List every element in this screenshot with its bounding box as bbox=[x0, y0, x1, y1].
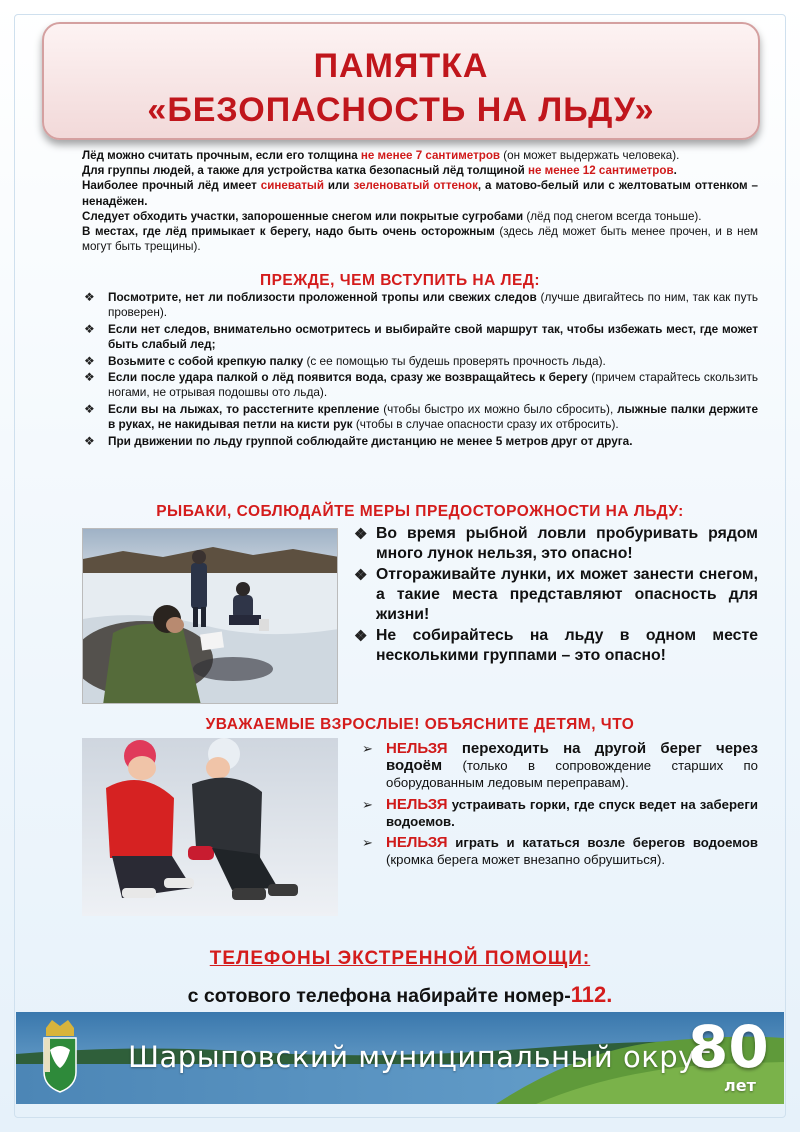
intro-text: Наиболее прочный лёд имеет bbox=[82, 179, 261, 193]
title-box bbox=[42, 22, 760, 140]
item-text: (чтобы в случае опасности сразу их отбросить). bbox=[352, 417, 619, 432]
phones-title-text: ТЕЛЕФОНЫ ЭКСТРЕННОЙ ПОМОЩИ: bbox=[209, 948, 591, 969]
intro-text: Лёд можно считать прочным, если его толщина bbox=[82, 149, 361, 162]
coat-of-arms-icon bbox=[40, 1020, 80, 1094]
item-bold: Посмотрите, нет ли поблизости проложенной тропы или свежих следов bbox=[108, 290, 537, 304]
intro-paragraph bbox=[82, 178, 758, 208]
list-item bbox=[82, 402, 758, 433]
item-bold: Если после удара палкой о лёд появится вода, сразу же возвращайтесь к берегу bbox=[108, 370, 588, 385]
intro-text: , а матово-белый или с желтоватым оттенком – ненадёжен. bbox=[82, 179, 758, 208]
intro-section bbox=[82, 148, 758, 254]
list-item bbox=[82, 370, 758, 401]
fishers-photo-illustration bbox=[83, 529, 338, 704]
intro-text: Для группы людей, а также для устройства катка безопасный лёд толщиной bbox=[82, 164, 528, 178]
before-heading: ПРЕЖДЕ, ЧЕМ ВСТУПИТЬ НА ЛЕД: bbox=[259, 272, 541, 289]
item-text: (только в сопровождение старших по оборудованным ледовым переправам). bbox=[386, 758, 758, 791]
diamond-bullet-icon: ❖ bbox=[84, 353, 95, 368]
title-line-1: ПАМЯТКА bbox=[313, 47, 489, 85]
item-text: Не собирайтесь на льду в одном месте несколькими группами – это опасно! bbox=[376, 627, 758, 664]
diamond-bullet-icon: ❖ bbox=[354, 526, 368, 543]
footer-banner bbox=[16, 1012, 784, 1104]
intro-text: (лёд под снегом всегда тоньше). bbox=[523, 209, 702, 223]
intro-text: (здесь лёд может быть менее прочен, и в нем могут быть трещины). bbox=[82, 225, 758, 254]
item-bold: При движении по льду группой соблюдайте дистанцию не менее 5 метров друг от друга. bbox=[108, 433, 633, 448]
ban-word: НЕЛЬЗЯ bbox=[386, 795, 448, 813]
list-item bbox=[352, 524, 758, 564]
diamond-bullet-icon: ❖ bbox=[84, 321, 95, 336]
item-text: (причем старайтесь скользить ногами, не отрывая подошвы ото льда). bbox=[108, 370, 758, 400]
item-text: (чтобы быстро их можно было сбросить), bbox=[379, 401, 618, 416]
diamond-bullet-icon: ❖ bbox=[84, 290, 95, 304]
fishers-list bbox=[352, 524, 758, 667]
intro-paragraph bbox=[82, 209, 758, 224]
intro-highlight: не менее 12 сантиметров bbox=[527, 164, 674, 178]
item-bold: Если нет следов, внимательно осмотритесь и выбирайте свой маршрут так, чтобы избежать мест, где может быть слабый лед; bbox=[108, 321, 758, 352]
kids-photo bbox=[82, 738, 338, 916]
item-bold: Возьмите с собой крепкую палку bbox=[108, 353, 304, 368]
phones-title bbox=[0, 948, 800, 970]
phones-line-text: с сотового телефона набирайте номер- bbox=[187, 985, 571, 1007]
list-item bbox=[362, 834, 758, 868]
item-bold: лыжные палки держите в руках, не накидывая петли на кисти рук bbox=[108, 401, 759, 432]
list-item bbox=[82, 290, 758, 321]
intro-highlight: не менее 7 сантиметров bbox=[360, 149, 501, 162]
list-item bbox=[82, 354, 758, 369]
anniversary-label: лет bbox=[724, 1076, 756, 1095]
item-bold: устраивать горки, где спуск ведет на забереги водоемов. bbox=[386, 796, 758, 829]
fishers-photo bbox=[82, 528, 338, 704]
list-item bbox=[82, 322, 758, 353]
intro-highlight: зеленоватый оттенок bbox=[353, 179, 478, 193]
intro-text: . bbox=[673, 164, 677, 178]
kids-heading: УВАЖАЕМЫЕ ВЗРОСЛЫЕ! ОБЪЯСНИТЕ ДЕТЯМ, ЧТО bbox=[205, 716, 635, 733]
list-item bbox=[362, 740, 758, 792]
diamond-bullet-icon: ❖ bbox=[84, 370, 95, 385]
banner-title: Шарыповский муниципальный округ bbox=[128, 1040, 712, 1074]
item-text: Отгораживайте лунки, их может занести снегом, а такие места представляют опасность для жизни! bbox=[376, 566, 758, 623]
diamond-bullet-icon: ❖ bbox=[84, 401, 95, 416]
list-item bbox=[352, 626, 758, 666]
list-item bbox=[352, 565, 758, 625]
diamond-bullet-icon: ❖ bbox=[354, 628, 368, 645]
arrow-bullet-icon: ➢ bbox=[362, 796, 373, 812]
intro-paragraph bbox=[82, 148, 758, 163]
ban-word: НЕЛЬЗЯ bbox=[386, 740, 448, 757]
before-list bbox=[82, 290, 758, 450]
intro-text: или bbox=[323, 179, 354, 193]
emergency-number: 112. bbox=[570, 982, 613, 1007]
item-bold: переходить на другой берег через водоём bbox=[386, 740, 758, 775]
kids-list bbox=[362, 740, 758, 872]
arrow-bullet-icon: ➢ bbox=[362, 741, 373, 756]
ban-word: НЕЛЬЗЯ bbox=[386, 834, 448, 852]
kids-photo-illustration bbox=[82, 738, 338, 916]
fishers-heading: РЫБАКИ, СОБЛЮДАЙТЕ МЕРЫ ПРЕДОСТОРОЖНОСТИ НА ЛЬДУ: bbox=[156, 503, 684, 520]
list-item bbox=[82, 434, 758, 449]
intro-text: (он может выдержать человека). bbox=[500, 149, 680, 162]
list-item bbox=[362, 796, 758, 830]
item-text: (лучше двигайтесь по ним, так как путь проверен). bbox=[108, 290, 759, 320]
intro-text: Следует обходить участки, запорошенные снегом или покрытые сугробами bbox=[82, 209, 524, 223]
intro-paragraph bbox=[82, 163, 758, 178]
diamond-bullet-icon: ❖ bbox=[84, 433, 95, 448]
intro-text: В местах, где лёд примыкает к берегу, надо быть очень осторожным bbox=[82, 225, 495, 239]
title-line-2: «БЕЗОПАСНОСТЬ НА ЛЬДУ» bbox=[147, 91, 655, 129]
arrow-bullet-icon: ➢ bbox=[362, 835, 373, 851]
phones-line bbox=[0, 982, 800, 1008]
anniversary-number: 80 bbox=[688, 1013, 769, 1081]
intro-highlight: синеватый bbox=[260, 179, 324, 193]
item-bold: Если вы на лыжах, то расстегните крепление bbox=[108, 401, 380, 416]
item-text: (кромка берега может внезапно обрушиться). bbox=[386, 852, 666, 868]
item-text: Во время рыбной ловли пробуривать рядом много лунок нельзя, это опасно! bbox=[376, 525, 758, 562]
item-bold: играть и кататься возле берегов водоемов bbox=[447, 835, 758, 851]
diamond-bullet-icon: ❖ bbox=[354, 567, 368, 584]
item-text: (с ее помощью ты будешь проверять прочность льда). bbox=[303, 353, 606, 368]
intro-paragraph bbox=[82, 224, 758, 254]
